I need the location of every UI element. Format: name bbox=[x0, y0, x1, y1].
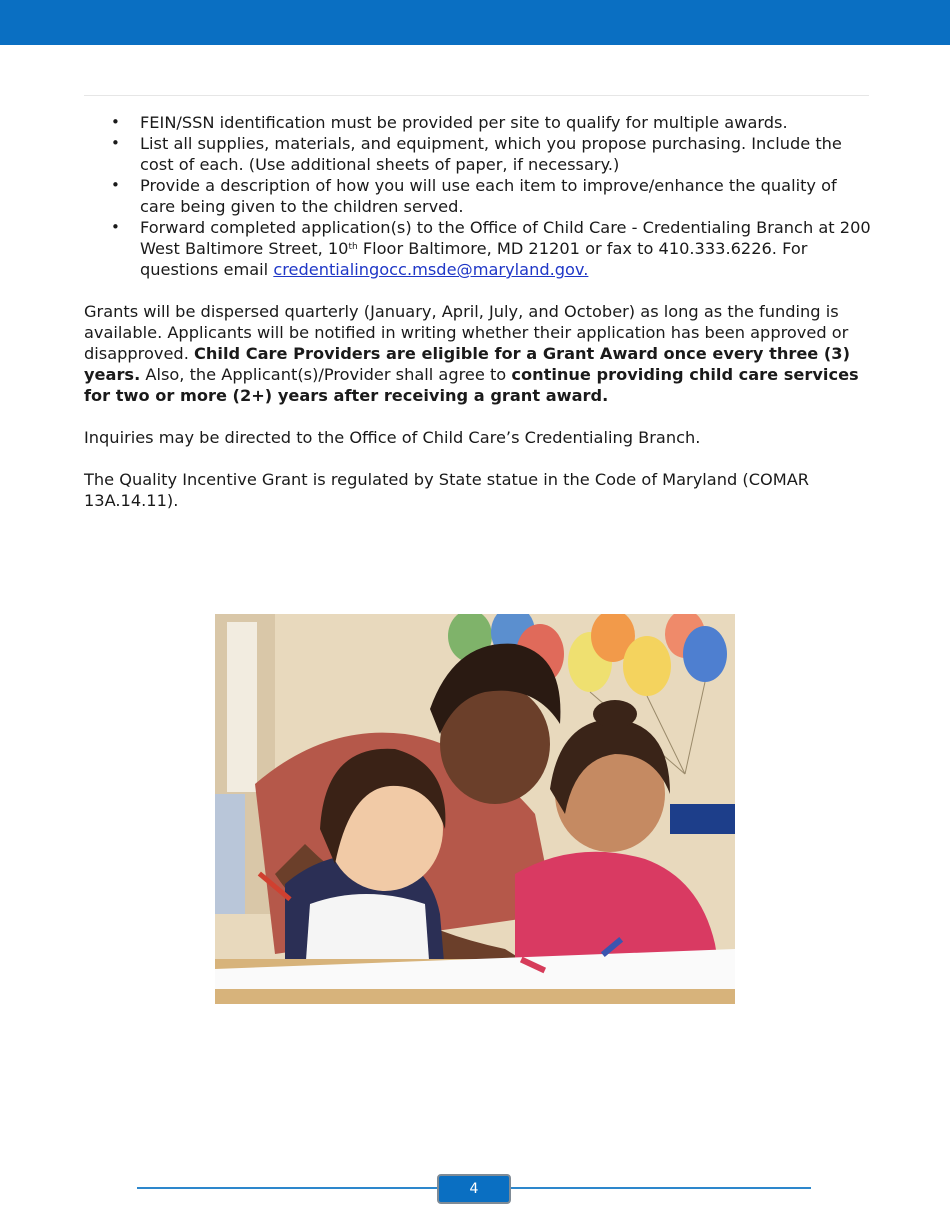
requirements-list bbox=[84, 112, 874, 280]
list-item bbox=[84, 112, 874, 133]
list-item-text: FEIN/SSN identification must be provided per site to qualify for multiple awards. bbox=[140, 113, 788, 132]
service-commitment-emphasis: continue providing child care services for two or more (2+) years after receiving a grant award. bbox=[84, 365, 859, 405]
footer-rule-right bbox=[509, 1187, 811, 1189]
footer-rule-left bbox=[137, 1187, 439, 1189]
list-item-text: Forward completed application(s) to the Office of Child Care - Credentialing Branch at 200 West Baltimore Street, 10 bbox=[140, 218, 871, 258]
page-number: 4 bbox=[437, 1174, 511, 1204]
document-body bbox=[84, 112, 874, 511]
list-item-text: Provide a description of how you will use each item to improve/enhance the quality of care being given to the children served. bbox=[140, 176, 837, 216]
email-link[interactable]: credentialingocc.msde@maryland.gov. bbox=[273, 260, 589, 279]
list-item-text: List all supplies, materials, and equipment, which you propose purchasing. Include the cost of each. (Use additional sheets of paper, if necessary.) bbox=[140, 134, 842, 174]
ordinal-suffix: th bbox=[348, 242, 358, 252]
eligibility-emphasis: Child Care Providers are eligible for a Grant Award once every three (3) years. bbox=[84, 344, 850, 384]
grant-dispersal-paragraph bbox=[84, 301, 874, 406]
classroom-photo bbox=[215, 614, 735, 1004]
classroom-photo-illustration bbox=[215, 614, 735, 1004]
list-item bbox=[84, 217, 874, 280]
regulation-paragraph: The Quality Incentive Grant is regulated by State statue in the Code of Maryland (COMAR 13A.14.11). bbox=[84, 470, 810, 510]
paragraph-text: Also, the Applicant(s)/Provider shall agree to bbox=[140, 365, 512, 384]
inquiries-paragraph: Inquiries may be directed to the Office of Child Care’s Credentialing Branch. bbox=[84, 428, 701, 447]
header-bar bbox=[0, 0, 950, 45]
list-item bbox=[84, 175, 874, 217]
header-divider bbox=[84, 95, 869, 96]
list-item bbox=[84, 133, 874, 175]
list-item-text: Floor Baltimore, MD 21201 or fax to 410.333.6226. For questions email bbox=[140, 239, 808, 279]
paragraph-text: Grants will be dispersed quarterly (January, April, July, and October) as long as the funding is available. Applicants will be notified in writing whether their application has been approved or disapproved. bbox=[84, 302, 849, 363]
